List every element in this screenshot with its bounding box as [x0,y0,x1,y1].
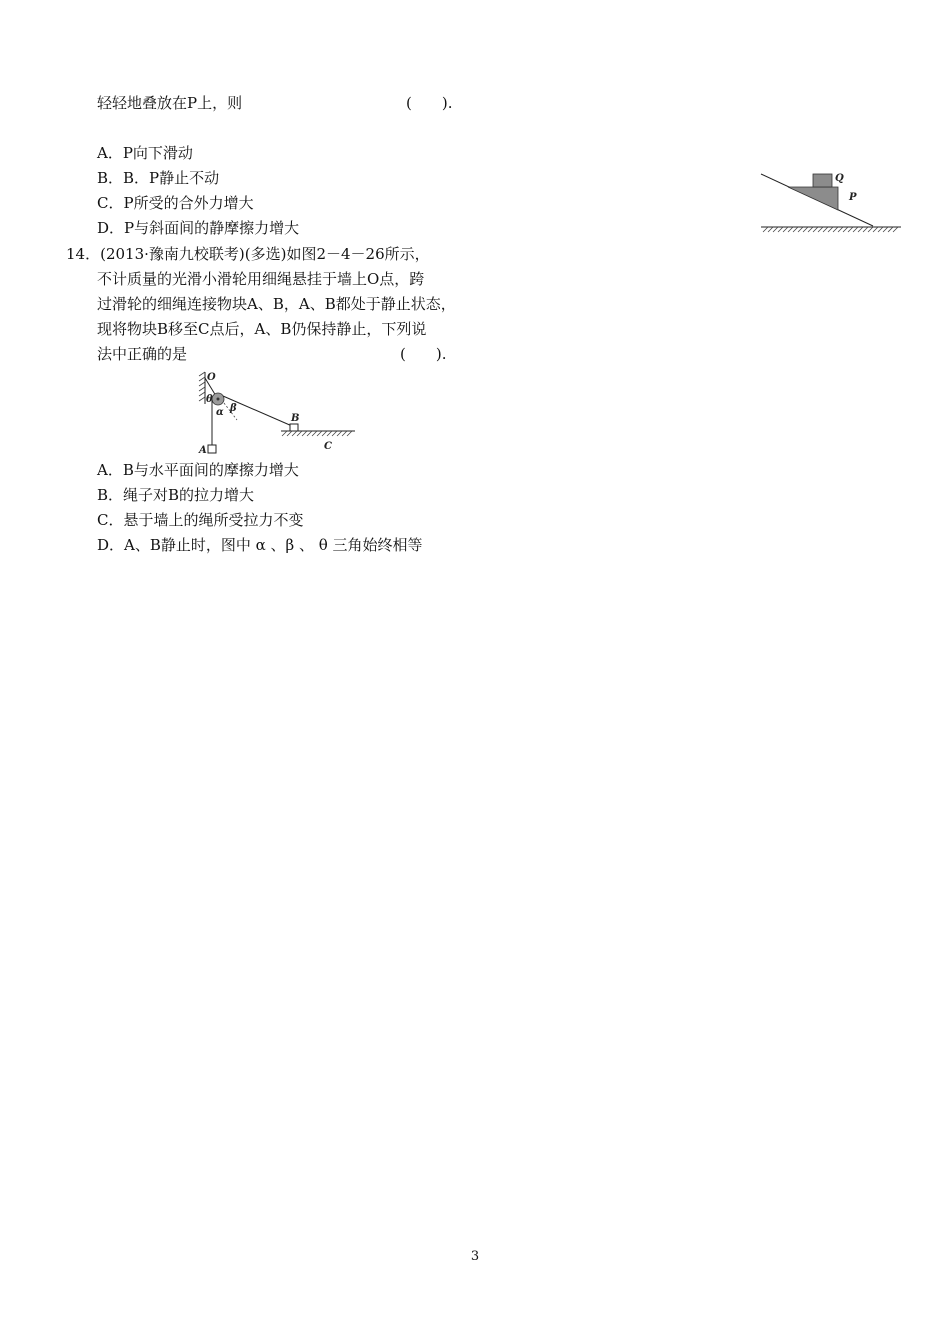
q14-option-b: B．绳子对B的拉力增大 [97,486,255,504]
q14-label-a: A [199,445,207,456]
q14-option-d: D．A、B静止时，图中 α 、β 、 θ 三角始终相等 [97,536,423,554]
q14-stem-line-1: 14．(2013·豫南九校联考)(多选)如图2－4－26所示， [66,245,430,263]
q14-label-o: O [207,372,216,383]
q14-label-theta: θ [206,394,213,405]
q13-label-q: Q [835,173,844,184]
q13-label-p: P [849,192,857,203]
q14-pulley-figure [193,368,361,458]
q13-option-c: C．P所受的合外力增大 [97,194,254,212]
q13-stem-tail: 轻轻地叠放在P上，则 [97,94,243,112]
page-number: 3 [470,1249,480,1264]
q14-label-c: C [324,441,332,452]
q14-label-alpha: α [216,407,224,418]
q14-option-a: A．B与水平面间的摩擦力增大 [97,461,299,479]
q14-label-beta: β [230,403,237,414]
q13-answer-blank: ( ). [406,94,453,112]
q14-stem-line-5: 法中正确的是 [97,345,188,363]
q13-option-d: D．P与斜面间的静摩擦力增大 [97,219,300,237]
q13-option-b: B．B．P静止不动 [97,169,220,187]
q14-label-b: B [291,413,300,424]
q14-stem-line-4: 现将物块B移至C点后，A、B仍保持静止，下列说 [97,320,427,338]
q14-answer-blank: ( ). [400,345,447,363]
q13-option-a: A．P向下滑动 [97,144,193,162]
q13-incline-figure [758,168,903,236]
q14-stem-line-3: 过滑轮的细绳连接物块A、B，A、B都处于静止状态， [97,295,456,313]
q14-option-c: C．悬于墙上的绳所受拉力不变 [97,511,304,529]
q14-stem-line-2: 不计质量的光滑小滑轮用细绳悬挂于墙上O点，跨 [97,270,425,288]
